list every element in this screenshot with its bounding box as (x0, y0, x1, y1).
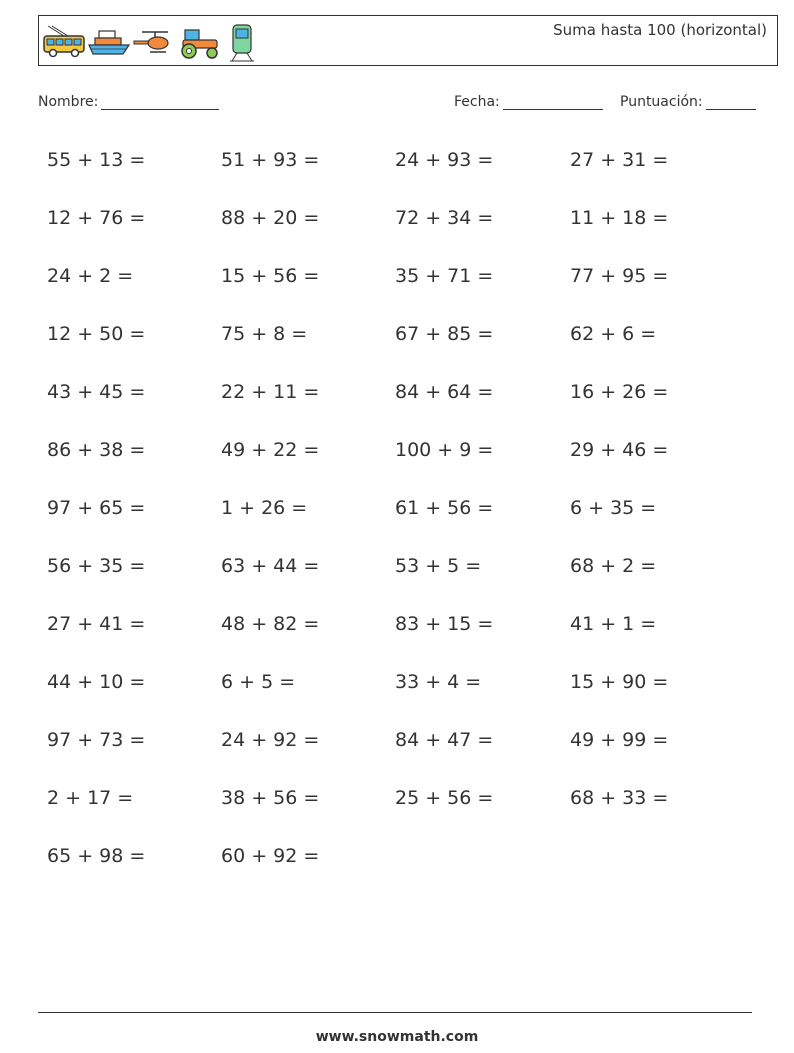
problem-item: 49 + 22 = (221, 439, 320, 461)
problem-item: 72 + 34 = (395, 207, 494, 229)
problem-item: 29 + 46 = (570, 439, 669, 461)
problem-item: 22 + 11 = (221, 381, 320, 403)
problem-item: 100 + 9 = (395, 439, 494, 461)
helicopter-icon (132, 28, 176, 58)
problem-grid (47, 146, 744, 900)
problem-item: 35 + 71 = (395, 265, 494, 287)
score-label: Puntuación: (620, 94, 703, 110)
problem-item: 41 + 1 = (570, 613, 657, 635)
problem-item: 68 + 2 = (570, 555, 657, 577)
problem-item: 65 + 98 = (47, 845, 146, 867)
problem-item: 60 + 92 = (221, 845, 320, 867)
footer-url: www.snowmath.com (315, 1029, 479, 1045)
problem-item: 38 + 56 = (221, 787, 320, 809)
problem-item: 83 + 15 = (395, 613, 494, 635)
problem-item: 44 + 10 = (47, 671, 146, 693)
problem-item: 51 + 93 = (221, 149, 320, 171)
date-field[interactable] (454, 94, 603, 110)
score-field[interactable] (620, 94, 756, 110)
ferry-icon (87, 28, 131, 58)
student-fields (38, 94, 770, 116)
problem-item: 56 + 35 = (47, 555, 146, 577)
trolleybus-icon (42, 24, 86, 60)
problem-item: 68 + 33 = (570, 787, 669, 809)
problem-item: 11 + 18 = (570, 207, 669, 229)
problem-item: 2 + 17 = (47, 787, 134, 809)
problem-item: 86 + 38 = (47, 439, 146, 461)
footer-divider (38, 1012, 752, 1013)
problem-item: 6 + 35 = (570, 497, 657, 519)
problem-item: 24 + 2 = (47, 265, 134, 287)
problem-item: 48 + 82 = (221, 613, 320, 635)
problem-item: 33 + 4 = (395, 671, 482, 693)
name-label: Nombre: (38, 94, 99, 110)
problem-item: 84 + 64 = (395, 381, 494, 403)
problem-item: 15 + 56 = (221, 265, 320, 287)
problem-item: 25 + 56 = (395, 787, 494, 809)
tram-icon (228, 22, 256, 64)
problem-item: 1 + 26 = (221, 497, 308, 519)
problem-item: 15 + 90 = (570, 671, 669, 693)
problem-item: 24 + 92 = (221, 729, 320, 751)
worksheet-header (38, 15, 778, 66)
problem-item: 12 + 50 = (47, 323, 146, 345)
problem-item: 27 + 41 = (47, 613, 146, 635)
problem-item: 27 + 31 = (570, 149, 669, 171)
problem-item: 6 + 5 = (221, 671, 296, 693)
problem-item: 43 + 45 = (47, 381, 146, 403)
problem-item: 53 + 5 = (395, 555, 482, 577)
tractor-icon (177, 24, 221, 60)
problem-item: 88 + 20 = (221, 207, 320, 229)
problem-item: 49 + 99 = (570, 729, 669, 751)
problem-item: 97 + 73 = (47, 729, 146, 751)
problem-item: 62 + 6 = (570, 323, 657, 345)
problem-item: 97 + 65 = (47, 497, 146, 519)
name-blank[interactable] (101, 95, 219, 110)
problem-item: 63 + 44 = (221, 555, 320, 577)
problem-item: 16 + 26 = (570, 381, 669, 403)
problem-item: 77 + 95 = (570, 265, 669, 287)
problem-item: 67 + 85 = (395, 323, 494, 345)
problem-item: 84 + 47 = (395, 729, 494, 751)
date-blank[interactable] (503, 95, 603, 110)
problem-item: 75 + 8 = (221, 323, 308, 345)
problem-item: 12 + 76 = (47, 207, 146, 229)
date-label: Fecha: (454, 94, 500, 110)
problem-item: 55 + 13 = (47, 149, 146, 171)
worksheet-title: Suma hasta 100 (horizontal) (553, 21, 767, 39)
score-blank[interactable] (706, 95, 756, 110)
name-field[interactable] (38, 94, 219, 110)
problem-item: 24 + 93 = (395, 149, 494, 171)
problem-item: 61 + 56 = (395, 497, 494, 519)
